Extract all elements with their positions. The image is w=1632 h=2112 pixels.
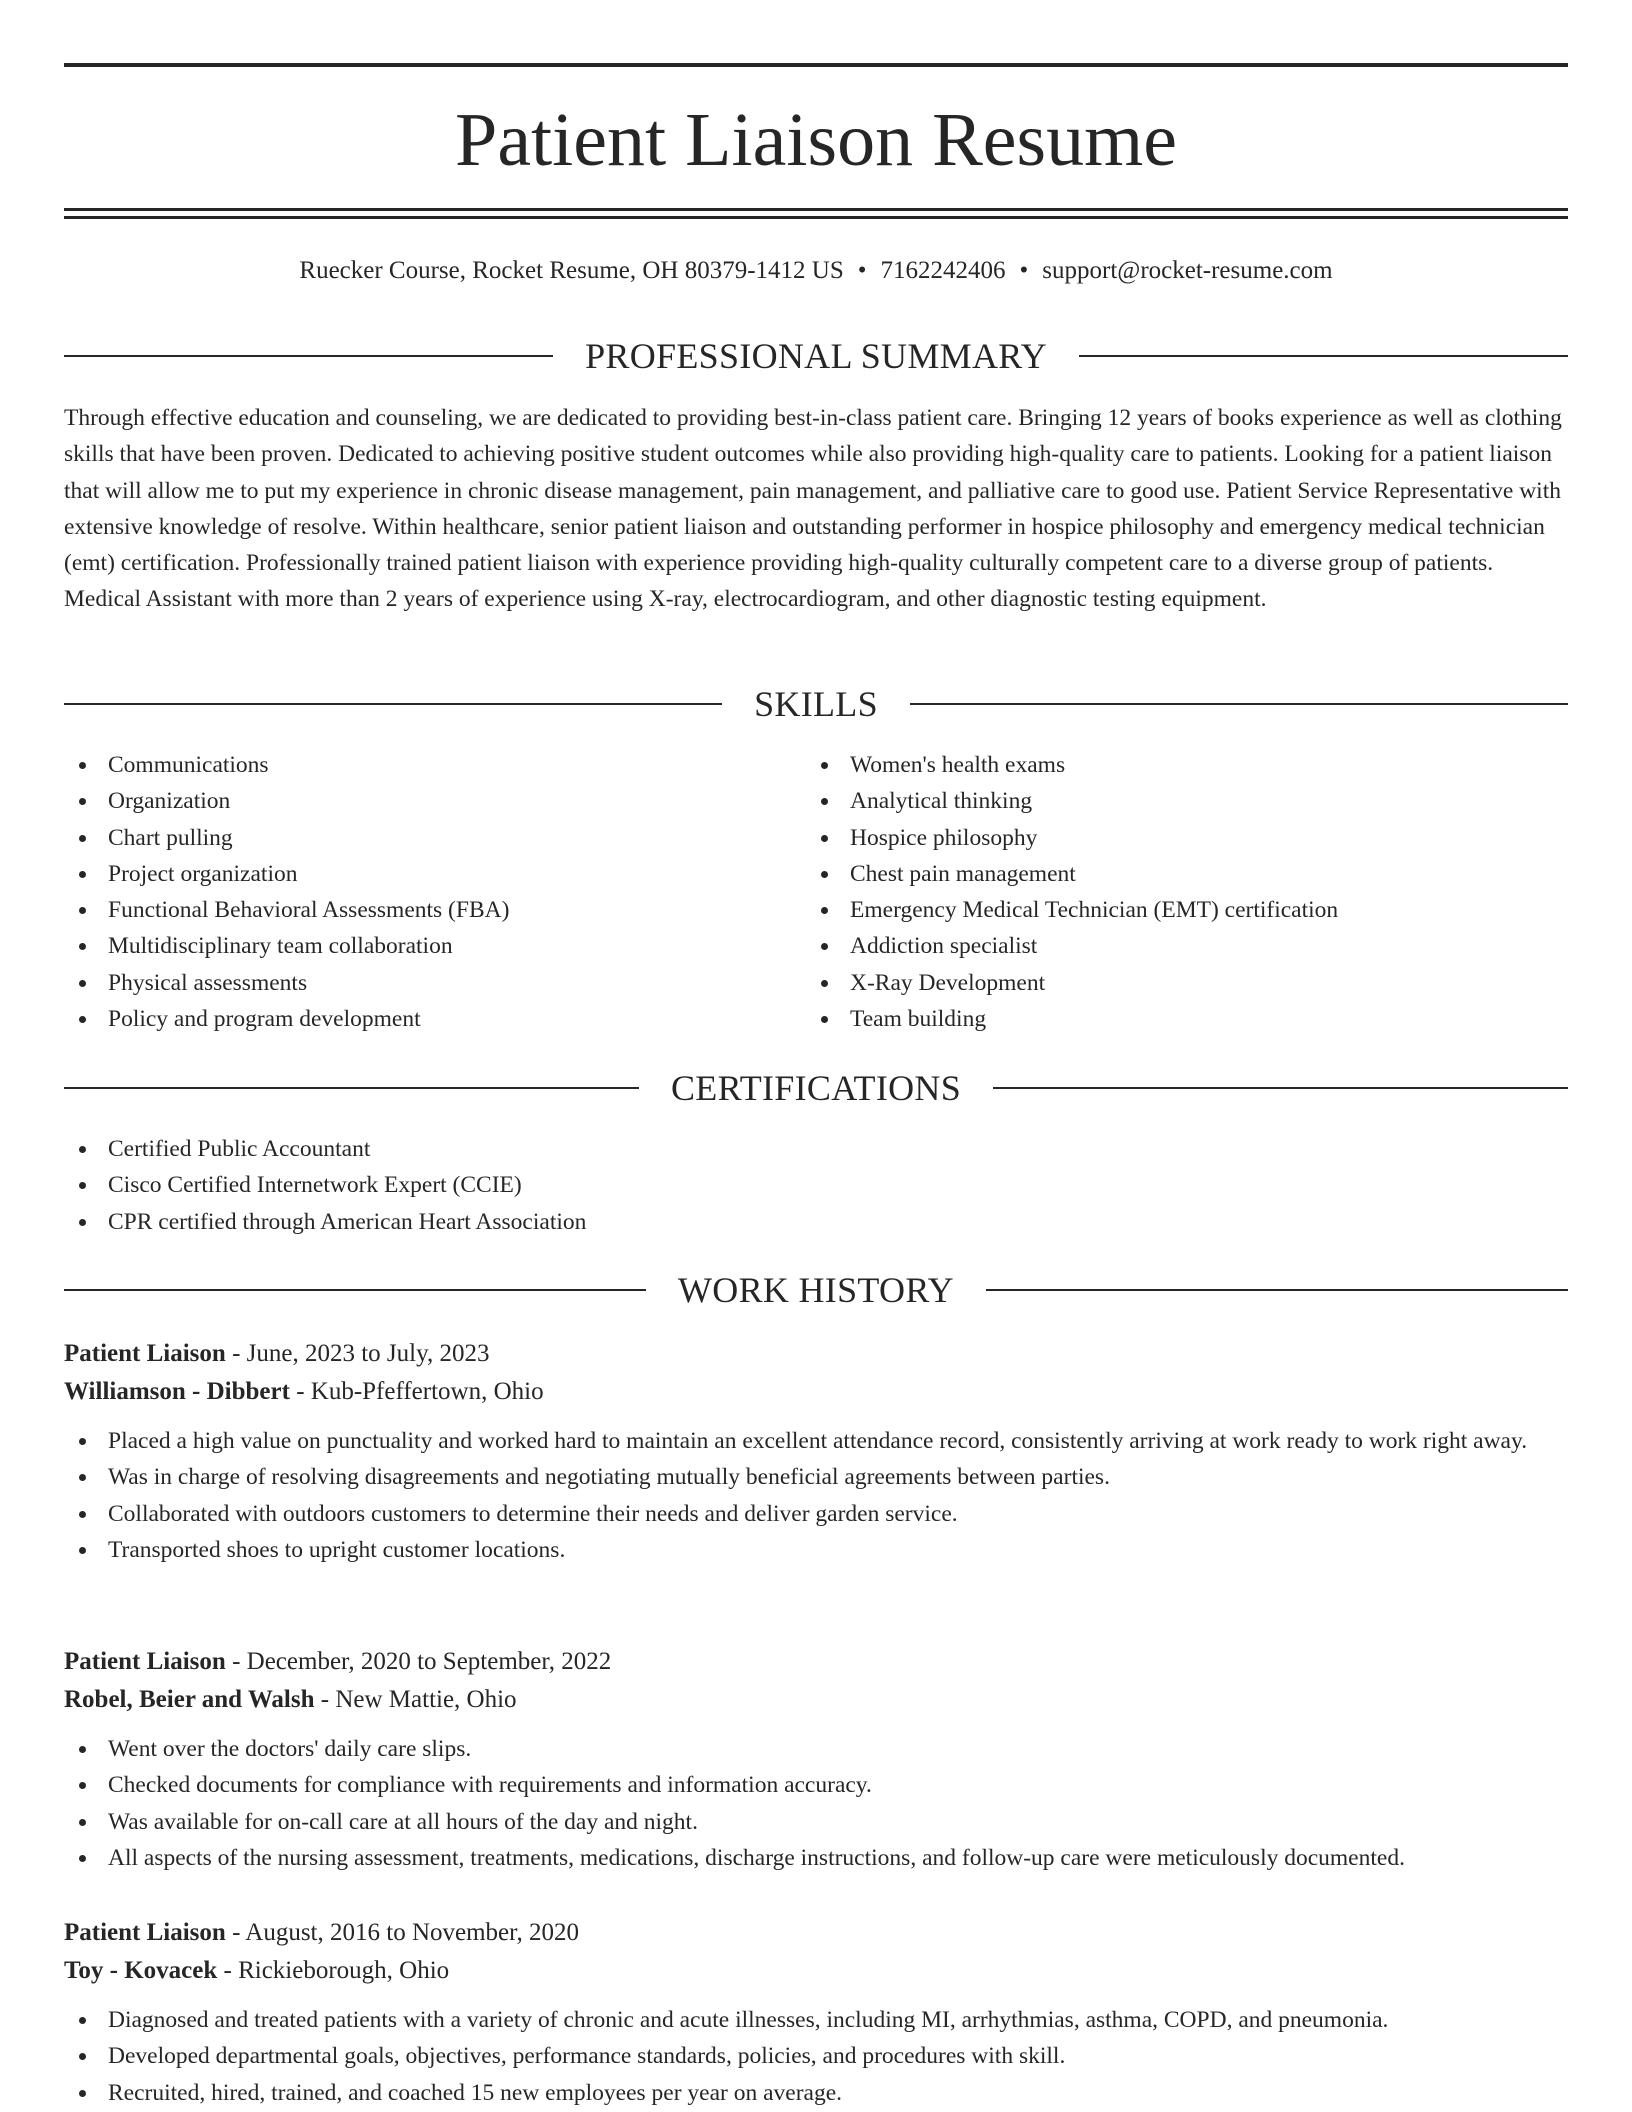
- certifications-heading-label: CERTIFICATIONS: [670, 1068, 962, 1108]
- job-bullet: Checked documents for compliance with requirements and information accuracy.: [64, 1767, 1568, 1803]
- job-title: Patient Liaison: [64, 1648, 226, 1675]
- job-bullet: Collaborated with outdoors customers to determine their needs and deliver garden service.: [64, 1496, 1568, 1532]
- job-bullet: Transported shoes to upright customer locations.: [64, 1532, 1568, 1568]
- summary-section-heading: [64, 334, 1568, 378]
- job-bullet: All aspects of the nursing assessment, treatments, medications, discharge instructions, and follow-up care were meticulously documented.: [64, 1840, 1568, 1876]
- skills-list-right: [806, 747, 1566, 1037]
- skills-heading-label: SKILLS: [754, 684, 878, 724]
- work-history-entry: [64, 1643, 1568, 1876]
- job-bullet: Developed departmental goals, objectives, performance standards, policies, and procedures with skill.: [64, 2038, 1568, 2074]
- skill-item: Analytical thinking: [806, 783, 1566, 819]
- contact-separator: •: [1019, 257, 1029, 284]
- certification-item: Cisco Certified Internetwork Expert (CCIE): [64, 1167, 1568, 1203]
- skill-item: Organization: [64, 783, 804, 819]
- top-rule: [64, 63, 1568, 67]
- heading-rule-left: [64, 1289, 646, 1291]
- skill-item: Project organization: [64, 856, 804, 892]
- skills-list-left: [64, 747, 804, 1037]
- contact-phone: 7162242406: [880, 257, 1006, 284]
- skill-item: Chest pain management: [806, 856, 1566, 892]
- certification-item: CPR certified through American Heart Association: [64, 1204, 1568, 1240]
- heading-rule-right: [910, 703, 1568, 705]
- work-history-entry: [64, 1914, 1568, 2111]
- job-bullet: Was in charge of resolving disagreements and negotiating mutually beneficial agreements between parties.: [64, 1459, 1568, 1495]
- job-company-line: [64, 1952, 1568, 1990]
- job-location: - Kub-Pfeffertown, Ohio: [289, 1378, 544, 1405]
- heading-rule-left: [64, 703, 722, 705]
- summary-text: Through effective education and counseling, we are dedicated to providing best-in-class patient care. Bringing 12 years of books experience as well as clothing skills that have been proven. Dedicated to achieving positive student outcomes while also providing high-quality care to patients. Looking for a patient liaison that will allow me to put my experience in chronic disease management, pain management, and palliative care to good use. Patient Service Representative with extensive knowledge of resolve. Within healthcare, senior patient liaison and outstanding performer in hospice philosophy and emergency medical technician (emt) certification. Professionally trained patient liaison with experience providing high-quality culturally competent care to a diverse group of patients. Medical Assistant with more than 2 years of experience using X-ray, electrocardiogram, and other diagnostic testing equipment.: [64, 405, 1562, 613]
- certifications-section-heading: [64, 1066, 1568, 1110]
- job-dates: - August, 2016 to November, 2020: [225, 1919, 579, 1946]
- job-location: - Rickieborough, Ohio: [217, 1957, 450, 1984]
- job-dates: - June, 2023 to July, 2023: [225, 1340, 490, 1367]
- title-rule-lower: [64, 216, 1568, 219]
- heading-rule-left: [64, 1087, 639, 1089]
- job-bullet: Went over the doctors' daily care slips.: [64, 1731, 1568, 1767]
- skills-section-heading: [64, 682, 1568, 726]
- heading-rule-right: [993, 1087, 1568, 1089]
- job-dates: - December, 2020 to September, 2022: [225, 1648, 612, 1675]
- skill-item: Policy and program development: [64, 1001, 804, 1037]
- skill-item: Functional Behavioral Assessments (FBA): [64, 892, 804, 928]
- job-bullet: Diagnosed and treated patients with a variety of chronic and acute illnesses, including MI, arrhythmias, asthma, COPD, and pneumonia.: [64, 2002, 1568, 2038]
- heading-rule-left: [64, 355, 553, 357]
- job-company: Robel, Beier and Walsh: [64, 1686, 315, 1713]
- skill-item: Multidisciplinary team collaboration: [64, 928, 804, 964]
- skill-item: Chart pulling: [64, 820, 804, 856]
- professional-summary: [64, 400, 1568, 618]
- skill-item: Emergency Medical Technician (EMT) certification: [806, 892, 1566, 928]
- certification-item: Certified Public Accountant: [64, 1131, 1568, 1167]
- job-company-line: [64, 1681, 1568, 1719]
- work-history-section-heading: [64, 1268, 1568, 1312]
- skill-item: Hospice philosophy: [806, 820, 1566, 856]
- page-title: Patient Liaison Resume: [455, 98, 1177, 182]
- job-location: - New Mattie, Ohio: [314, 1686, 517, 1713]
- certifications-list: [64, 1131, 1568, 1240]
- contact-address: Ruecker Course, Rocket Resume, OH 80379-1412 US: [299, 257, 844, 284]
- job-company: Toy - Kovacek: [64, 1957, 218, 1984]
- job-title-line: [64, 1335, 1568, 1373]
- contact-line: [64, 254, 1568, 288]
- heading-rule-right: [1079, 355, 1568, 357]
- job-bullet: Was available for on-call care at all hours of the day and night.: [64, 1804, 1568, 1840]
- skill-item: Communications: [64, 747, 804, 783]
- skill-item: Team building: [806, 1001, 1566, 1037]
- heading-rule-right: [986, 1289, 1568, 1291]
- work-history-entry: [64, 1335, 1568, 1568]
- contact-email[interactable]: support@rocket-resume.com: [1042, 257, 1333, 284]
- contact-separator: •: [857, 257, 867, 284]
- job-title-line: [64, 1914, 1568, 1952]
- job-company: Williamson - Dibbert: [64, 1378, 290, 1405]
- summary-heading-label: PROFESSIONAL SUMMARY: [585, 336, 1047, 376]
- work-history-heading-label: WORK HISTORY: [678, 1270, 954, 1310]
- skill-item: Addiction specialist: [806, 928, 1566, 964]
- job-title: Patient Liaison: [64, 1919, 226, 1946]
- job-bullet: Placed a high value on punctuality and worked hard to maintain an excellent attendance record, consistently arriving at work ready to work right away.: [64, 1423, 1568, 1459]
- skill-item: Physical assessments: [64, 965, 804, 1001]
- skill-item: X-Ray Development: [806, 965, 1566, 1001]
- job-company-line: [64, 1373, 1568, 1411]
- job-title-line: [64, 1643, 1568, 1681]
- job-title: Patient Liaison: [64, 1340, 226, 1367]
- skill-item: Women's health exams: [806, 747, 1566, 783]
- job-bullet: Recruited, hired, trained, and coached 15 new employees per year on average.: [64, 2075, 1568, 2111]
- title-rule-upper: [64, 208, 1568, 211]
